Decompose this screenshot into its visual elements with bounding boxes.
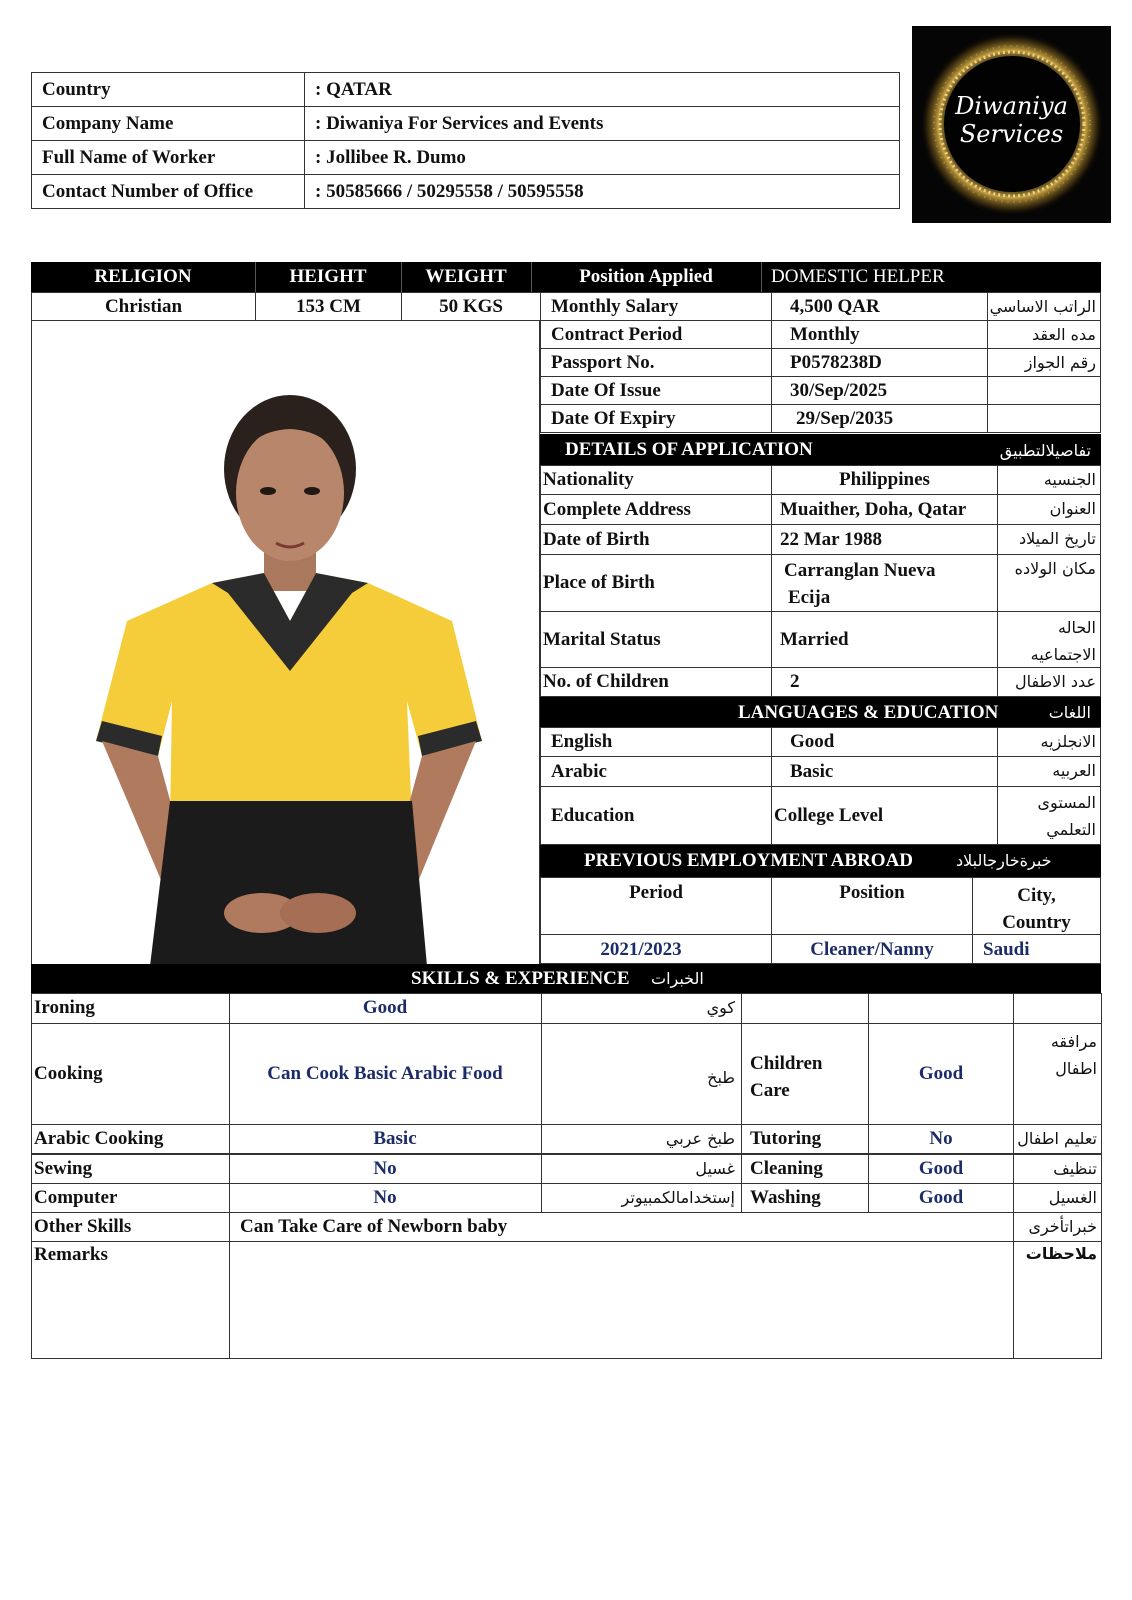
languages-section-title-ar: اللغات <box>1048 703 1091 722</box>
contract-ar-cell <box>987 320 1101 349</box>
details-label-ar: عدد الاطفال <box>1014 672 1096 691</box>
details-label-cell <box>540 524 772 555</box>
employment-position-heading: Position <box>839 882 905 903</box>
contract-label-ar: مده العقد <box>1032 325 1096 344</box>
details-label: Nationality <box>543 469 634 490</box>
height-cell <box>255 292 402 321</box>
skill-ar-cell <box>541 1124 742 1154</box>
details-label-ar: تاريخ الميلاد <box>1019 529 1096 548</box>
details-label: No. of Children <box>543 671 669 692</box>
skill-label: Ironing <box>34 997 95 1018</box>
skill-value: No <box>929 1128 953 1149</box>
skill-value: No <box>373 1158 397 1179</box>
remarks-ar-cell <box>1013 1241 1102 1359</box>
languages-ar-cell <box>997 727 1101 757</box>
skill-value-cell <box>868 1154 1014 1184</box>
contract-label-cell <box>540 376 772 405</box>
header-value: : 50585666 / 50295558 / 50595558 <box>305 175 900 209</box>
position-applied-value: DOMESTIC HELPER <box>771 266 945 287</box>
contract-value: 4,500 QAR <box>790 296 880 317</box>
contract-ar-cell <box>987 376 1101 405</box>
details-value: Carranglan Nueva <box>784 560 936 581</box>
languages-label-ar-wrap <box>1038 789 1096 843</box>
skill-label-cell <box>31 1124 230 1154</box>
skill-label: Children <box>750 1053 823 1074</box>
details-label: Place of Birth <box>543 572 655 593</box>
skill-empty-cell <box>1013 993 1102 1024</box>
skill-ar-cell <box>1013 1154 1102 1184</box>
details-label-cell <box>540 494 772 525</box>
skill-label-ar: غسيل <box>695 1159 735 1178</box>
skill-label-ar: تنظيف <box>1053 1159 1097 1178</box>
employment-position-cell <box>771 934 973 964</box>
company-logo <box>912 26 1111 223</box>
languages-label-cell <box>540 786 772 845</box>
languages-label: Arabic <box>551 761 607 782</box>
details-value-wrap <box>784 557 935 611</box>
details-value: Philippines <box>839 469 930 490</box>
contract-value-cell <box>771 348 988 377</box>
skill-ar-cell <box>1013 1124 1102 1154</box>
remarks-value-cell <box>229 1241 1014 1359</box>
skill-value-cell <box>229 1023 542 1125</box>
skill-value-cell <box>229 993 542 1024</box>
skill-label-cell <box>741 1183 869 1213</box>
details-value: Muaither, Doha, Qatar <box>780 499 967 520</box>
skill-label-ar: كوي <box>706 998 735 1017</box>
contract-label-cell <box>540 292 772 321</box>
details-value: Married <box>780 629 849 650</box>
skill-label-cell <box>31 1154 230 1184</box>
skills-section-title-ar: الخبرات <box>651 969 704 988</box>
languages-ar-cell <box>997 786 1101 845</box>
details-label: Complete Address <box>543 499 691 520</box>
contract-value-cell <box>771 376 988 405</box>
details-value-cell <box>771 494 998 525</box>
details-value-cell <box>771 667 998 697</box>
skill-label: Tutoring <box>750 1128 822 1149</box>
skill-ar-cell <box>541 1023 742 1125</box>
languages-label-ar: الانجلزيه <box>1040 732 1096 751</box>
other-skills-label: Other Skills <box>34 1216 132 1237</box>
details-value: 2 <box>790 671 800 692</box>
skill-label-ar-line2: اطفال <box>1055 1059 1097 1078</box>
employment-city-header-cell <box>972 877 1101 935</box>
header-label: Full Name of Worker <box>32 141 305 175</box>
religion-heading: RELIGION <box>31 262 256 292</box>
languages-label-ar: المستوى <box>1037 793 1096 812</box>
skill-ar-cell <box>541 1154 742 1184</box>
contract-value: 29/Sep/2035 <box>796 408 894 429</box>
header-value: : QATAR <box>305 73 900 107</box>
skills-section-title: SKILLS & EXPERIENCE <box>411 968 630 989</box>
languages-value: Good <box>790 731 835 752</box>
contract-ar-cell <box>987 348 1101 377</box>
employment-country-heading: Country <box>1002 912 1071 933</box>
skill-label-cell <box>31 1212 230 1242</box>
employment-period-value: 2021/2023 <box>600 939 682 960</box>
remarks-label: Remarks <box>34 1244 108 1265</box>
skill-value-cell <box>868 1124 1014 1154</box>
languages-value: College Level <box>774 805 884 826</box>
contract-value-cell <box>771 320 988 349</box>
details-label-ar-line2: الاجتماعيه <box>1030 645 1096 664</box>
details-label-cell <box>540 554 772 612</box>
skill-value-cell <box>229 1124 542 1154</box>
contract-label-ar: الراتب الاساسي <box>989 297 1096 316</box>
header-value: : Jollibee R. Dumo <box>305 141 900 175</box>
details-label: Marital Status <box>543 629 661 650</box>
contract-ar-cell <box>987 292 1101 321</box>
details-label-ar-wrap <box>1031 614 1096 668</box>
logo-text-line2: Services <box>959 120 1064 148</box>
contract-label: Passport No. <box>551 352 655 373</box>
height-heading: HEIGHT <box>255 262 402 292</box>
languages-label-ar-line2: التعلمي <box>1046 820 1096 839</box>
details-label-ar: الحاله <box>1058 618 1096 637</box>
skill-value: Good <box>918 1158 964 1179</box>
employment-city-heading: City, <box>1017 885 1056 906</box>
skill-label-ar: طبخ عربي <box>665 1129 735 1148</box>
skill-value-cell <box>229 1154 542 1184</box>
skill-ar-cell <box>541 1183 742 1213</box>
skill-label-ar: مرافقه <box>1050 1032 1097 1051</box>
details-value-line2: Ecija <box>788 587 831 608</box>
skill-label-ar: تعليم اطفال <box>1017 1129 1097 1148</box>
weight-heading: WEIGHT <box>401 262 532 292</box>
details-ar-cell <box>997 494 1101 525</box>
details-label-ar: مكان الولاده <box>1014 559 1096 578</box>
details-ar-cell <box>997 611 1101 668</box>
details-label-cell <box>540 465 772 495</box>
skill-value: Basic <box>373 1128 417 1149</box>
contract-value-cell <box>771 404 988 433</box>
contract-value-cell <box>771 292 988 321</box>
skill-label: Sewing <box>34 1158 93 1179</box>
details-section-header <box>540 434 1101 465</box>
skill-label-cell <box>31 1183 230 1213</box>
skill-label: Cooking <box>34 1063 103 1084</box>
skill-value: Good <box>918 1187 964 1208</box>
header-row-worker <box>32 141 900 175</box>
skill-label-cell <box>31 1023 230 1125</box>
skill-ar-cell <box>1013 1183 1102 1213</box>
logo-text-line1: Diwaniya <box>955 92 1068 120</box>
skill-label: Arabic Cooking <box>34 1128 164 1149</box>
employment-city-cell <box>972 934 1101 964</box>
skill-label-cell <box>31 993 230 1024</box>
skill-value-cell <box>229 1212 1014 1242</box>
header-table <box>31 72 900 209</box>
employment-position-header-cell <box>771 877 973 935</box>
details-section-title-ar: تفاصيلالتطبيق <box>999 441 1091 460</box>
employment-city-heading-wrap <box>973 882 1100 936</box>
languages-label-cell <box>540 727 772 757</box>
skill-label-ar: طبخ <box>707 1068 735 1087</box>
skill-label-ar: إستخدامالكمبيوتر <box>621 1188 735 1207</box>
height-value: 153 CM <box>296 296 361 317</box>
contract-label: Date Of Issue <box>551 380 661 401</box>
skill-ar-cell <box>541 993 742 1024</box>
skill-value: Can Cook Basic Arabic Food <box>267 1063 503 1084</box>
contract-label-cell <box>540 404 772 433</box>
contract-value: Monthly <box>790 324 860 345</box>
skill-label: Washing <box>750 1187 821 1208</box>
header-row-contact <box>32 175 900 209</box>
details-label-ar: الجنسيه <box>1043 470 1096 489</box>
languages-value: Basic <box>790 761 834 782</box>
skill-label: Cleaning <box>750 1158 823 1179</box>
contract-value: 30/Sep/2025 <box>790 380 888 401</box>
remarks-label-cell <box>31 1241 230 1359</box>
skill-value-cell <box>229 1183 542 1213</box>
details-ar-cell <box>997 465 1101 495</box>
skill-label-wrap <box>750 1050 823 1104</box>
contract-value: P0578238D <box>790 352 882 373</box>
skill-label-ar-wrap <box>1051 1028 1097 1082</box>
weight-value: 50 KGS <box>439 296 503 317</box>
languages-section-title: LANGUAGES & EDUCATION <box>738 702 999 723</box>
employment-period-heading: Period <box>629 882 683 903</box>
details-section-title: DETAILS OF APPLICATION <box>565 439 813 460</box>
other-skills-label-ar: خبراتأخرى <box>1028 1217 1097 1236</box>
languages-ar-cell <box>997 756 1101 787</box>
worker-portrait-illustration <box>32 321 540 965</box>
employment-section-title: PREVIOUS EMPLOYMENT ABROAD <box>584 850 914 871</box>
languages-label: English <box>551 731 613 752</box>
contract-label: Contract Period <box>551 324 683 345</box>
header-label: Contact Number of Office <box>32 175 305 209</box>
skill-value-cell <box>868 1183 1014 1213</box>
header-label: Country <box>32 73 305 107</box>
skill-label-ar: الغسيل <box>1048 1188 1097 1207</box>
remarks-label-ar: ملاحظات <box>1025 1244 1097 1263</box>
skill-ar-cell <box>1013 1023 1102 1125</box>
details-label-cell <box>540 611 772 668</box>
languages-value-cell <box>771 756 998 787</box>
languages-section-header <box>540 697 1101 727</box>
other-skills-value: Can Take Care of Newborn baby <box>240 1216 508 1237</box>
skills-section-header <box>31 964 1101 993</box>
skill-empty-cell <box>741 993 869 1024</box>
languages-label: Education <box>551 805 635 826</box>
skill-value: Good <box>362 997 408 1018</box>
employment-section-title-ar: خبرةخارجالبلاد <box>956 851 1052 870</box>
details-ar-cell <box>997 524 1101 555</box>
header-label: Company Name <box>32 107 305 141</box>
header-value: : Diwaniya For Services and Events <box>305 107 900 141</box>
contract-label: Monthly Salary <box>551 296 679 317</box>
details-value: 22 Mar 1988 <box>780 529 883 550</box>
languages-value-cell <box>771 727 998 757</box>
languages-value-cell <box>771 786 998 845</box>
details-label: Date of Birth <box>543 529 650 550</box>
details-ar-cell <box>997 554 1101 612</box>
skill-label-cell <box>741 1023 869 1125</box>
details-value-cell <box>771 524 998 555</box>
contract-label-cell <box>540 348 772 377</box>
employment-period-header-cell <box>540 877 772 935</box>
details-value-cell <box>771 554 998 612</box>
details-ar-cell <box>997 667 1101 697</box>
skill-label-line2: Care <box>750 1080 790 1101</box>
employment-position-value: Cleaner/Nanny <box>810 939 934 960</box>
religion-value: Christian <box>104 296 183 317</box>
contract-label: Date Of Expiry <box>551 408 676 429</box>
details-label-ar: العنوان <box>1049 499 1096 518</box>
religion-cell <box>31 292 256 321</box>
languages-label-ar: العربيه <box>1052 761 1096 780</box>
skill-value-cell <box>868 1023 1014 1125</box>
skill-value: Good <box>918 1063 964 1084</box>
skill-ar-cell <box>1013 1212 1102 1242</box>
languages-label-cell <box>540 756 772 787</box>
contract-ar-cell <box>987 404 1101 433</box>
employment-section-header <box>540 845 1101 877</box>
contract-label-ar: رقم الجواز <box>1024 353 1096 372</box>
header-row-country <box>32 73 900 107</box>
details-label-cell <box>540 667 772 697</box>
details-value-cell <box>771 611 998 668</box>
position-applied-heading: Position Applied <box>531 262 762 292</box>
skill-label-cell <box>741 1154 869 1184</box>
details-value-cell <box>771 465 998 495</box>
top-header-band <box>31 262 1101 292</box>
employment-period-cell <box>540 934 772 964</box>
skill-empty-cell <box>868 993 1014 1024</box>
skill-label-cell <box>741 1124 869 1154</box>
weight-cell <box>401 292 541 321</box>
skill-value: No <box>373 1187 397 1208</box>
contract-label-cell <box>540 320 772 349</box>
worker-photo <box>31 320 540 965</box>
header-row-company <box>32 107 900 141</box>
skill-label: Computer <box>34 1187 118 1208</box>
employment-city-value: Saudi <box>983 939 1030 960</box>
